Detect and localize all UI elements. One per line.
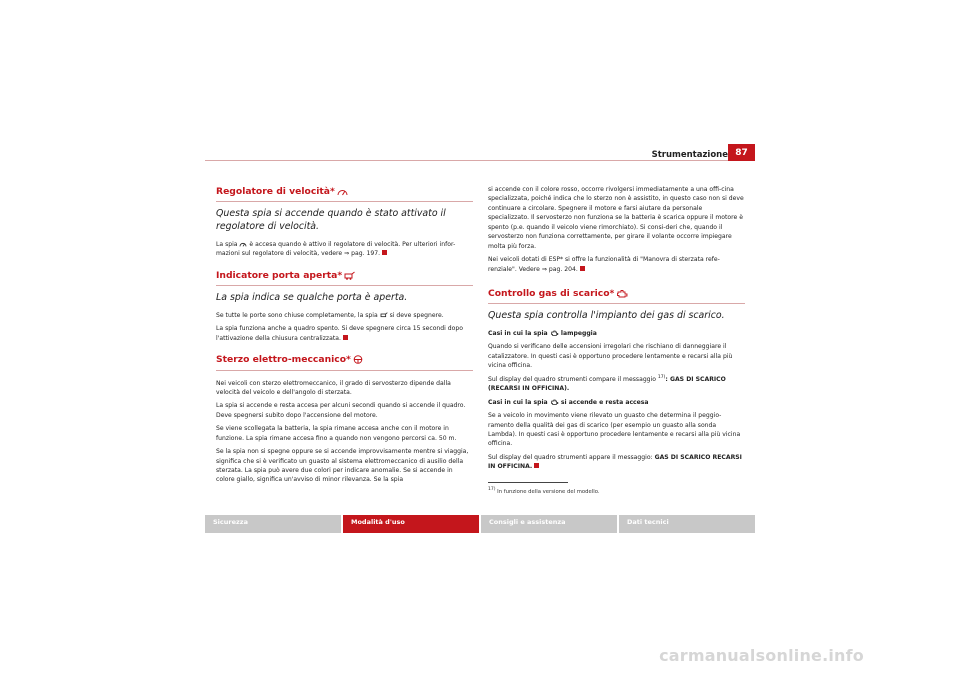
header-rule (205, 160, 755, 161)
section-end-marker (534, 463, 539, 468)
steering-p1: Nei veicoli con sterzo elettromeccanico, il grado di servosterzo dipende dalla velocità del veicolo e dell'angolo di sterzata. (216, 379, 451, 396)
door-section (216, 270, 473, 343)
section-end-marker (382, 250, 387, 255)
exhaust-subhead-2: Casi in cui la spia si accende e resta accesa (488, 398, 649, 406)
page-title: Strumentazione (651, 150, 728, 160)
engine-check-icon (550, 399, 559, 405)
door-heading: Indicatore porta aperta* (216, 270, 473, 286)
steering-cont-section (488, 185, 745, 274)
exhaust-heading: Controllo gas di scarico* (488, 288, 745, 304)
tab-sicurezza[interactable]: Sicurezza (205, 515, 341, 533)
cruise-subtitle: Questa spia si accende quando è stato attivato il regolatore di velocità. (216, 208, 446, 233)
car-door-open-icon (344, 271, 355, 280)
exhaust-subtitle: Questa spia controlla l'impianto dei gas di scarico. (488, 310, 725, 322)
exhaust-p2: Sul display del quadro strumenti compare il messaggio $^{17)}$: GAS DI SCARICO (RECARSI IN OFFICINA). (488, 374, 726, 393)
tab-modalita-uso[interactable]: Modalità d'uso (343, 515, 479, 533)
exhaust-subhead-1: Casi in cui la spia lampeggia (488, 330, 597, 338)
steering-p4: Se la spia non si spegne oppure se si accende improvvisamente mentre si viaggia, significa che si è verificato un guasto al sistema elettromeccanico di ausilio della sterzata. La spia può avere due colori per indicare anomalie. Se si accende in colore giallo, significa un'avviso di minor rilevanza. Se la spia (216, 448, 469, 484)
section-end-marker (580, 266, 585, 271)
tab-consigli-assistenza[interactable]: Consigli e assistenza (481, 515, 617, 533)
steering-cont-p2: Nei veicoli dotati di ESP* si offre la funzionalità di "Manovra di sterzata refe-renziale". Vedere ⇒ pag. 204. (488, 256, 720, 273)
steering-p3: Se viene scollegata la batteria, la spia rimane accesa anche con il motore in funzione. La spia rimane accesa fino a quando non vengono percorsi ca. 50 m. (216, 425, 457, 442)
footnote-rule (488, 482, 568, 483)
left-column (216, 186, 473, 489)
tab-dati-tecnici[interactable]: Dati tecnici (619, 515, 755, 533)
steering-cont-p1: si accende con il colore rosso, occorre rivolgersi immediatamente a una offi-cina specializzata, poiché indica che lo sterzo non è assistito, in questo caso non si deve continuare a circolare. Spegnere il motore e farsi aiutare da personale specializzato. Il servosterzo non funziona se la batteria è scarica oppure il motore è spento (p.e. quando il veicolo viene rimorchiato). Si consi-deri che, quando il servosterzo non funziona correttamente, per girare il volante occorre impiegare molta più forza. (488, 186, 744, 250)
exhaust-section (488, 288, 745, 472)
footnote: $^{17)}$ In funzione della versione del modello. (488, 486, 600, 495)
engine-check-icon (616, 289, 628, 298)
section-end-marker (343, 335, 348, 340)
steering-heading: Sterzo elettro-meccanico* (216, 354, 473, 370)
door-subtitle: La spia indica se qualche porta è aperta. (216, 292, 408, 304)
exhaust-p3: Se a veicolo in movimento viene rilevato un guasto che determina il peggio-ramento della qualità dei gas di scarico (per esempio un guasto alla sonda Lambda). In questi casi è opportuno procedere lentamente e recarsi alla più vicina officina. (488, 412, 741, 448)
car-door-open-icon (380, 312, 388, 318)
exhaust-p4: Sul display del quadro strumenti appare il messaggio: GAS DI SCARICO RECARSI IN OFFICINA. (488, 453, 742, 471)
bottom-nav (205, 515, 755, 533)
cruise-section (216, 186, 473, 259)
cruise-heading: Regolatore di velocità* (216, 186, 473, 202)
door-p1: Se tutte le porte sono chiuse completamente, la spia si deve spegnere. (216, 311, 444, 319)
page-number: 87 (728, 144, 755, 161)
right-column (488, 186, 745, 495)
exhaust-p1: Quando si verificano delle accensioni irregolari che rischiano di danneggiare il catalizzatore. In questi casi è opportuno procedere lentamente e recarsi alla più vicina officina. (488, 343, 733, 370)
steering-section (216, 354, 473, 485)
steering-wheel-icon (353, 355, 363, 364)
steering-p2: La spia si accende e resta accesa per alcuni secondi quando si accende il quadro. Deve spegnersi subito dopo l'accensione del motore. (216, 402, 466, 419)
footnote-ref: 17) (657, 374, 666, 380)
speedometer-icon (239, 241, 247, 247)
door-p2: La spia funziona anche a quadro spento. Si deve spegnere circa 15 secondi dopo l'attivazione della chiusura centralizzata. (216, 325, 463, 342)
engine-check-icon (550, 330, 559, 336)
speedometer-icon (337, 187, 348, 196)
watermark: carmanualsonline.info (659, 646, 864, 665)
cruise-body: La spia è accesa quando è attivo il regolatore di velocità. Per ulteriori infor-mazioni sul regolatore di velocità, vedere ⇒ pag. 197. (216, 240, 456, 258)
